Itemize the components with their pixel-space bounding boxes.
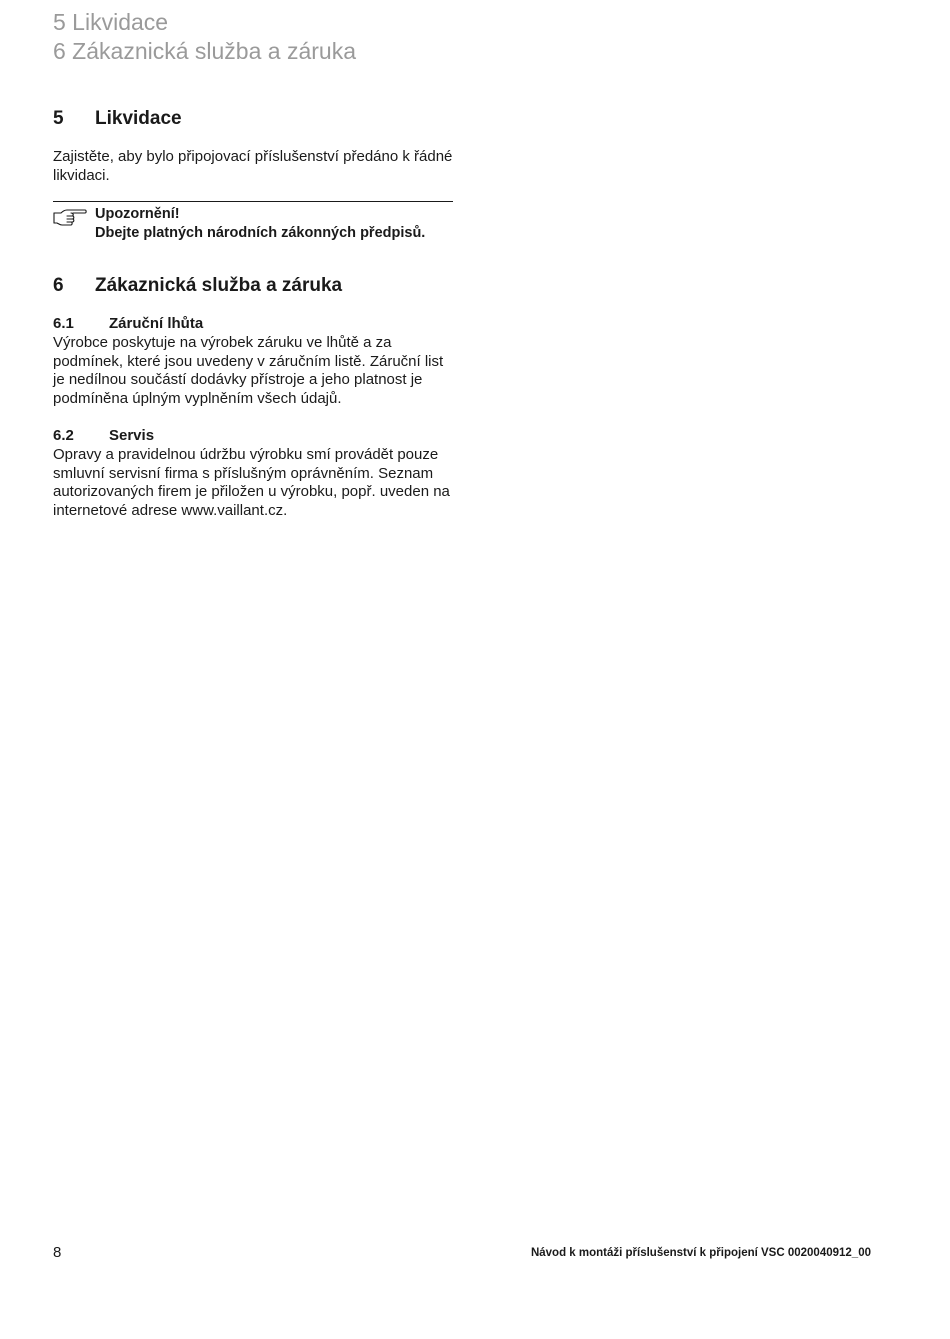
- running-head: [53, 8, 356, 66]
- subsection-6-1-heading: [53, 315, 453, 334]
- subsection-6-2-number: 6.2: [53, 427, 74, 444]
- document-title: Návod k montáži příslušenství k připojení VSC 0020040912_00: [530, 1247, 871, 1259]
- running-head-line-1: 5 Likvidace: [53, 9, 169, 35]
- subsection-6-1-title: Záruční lhůta: [109, 315, 204, 332]
- subsection-6-2-title: Servis: [109, 427, 155, 444]
- subsection-6-1-number: 6.1: [53, 315, 74, 332]
- subsection-6-1-body: Výrobce poskytuje na výrobek záruku ve lhůtě a za podmínek, které jsou uvedeny v záručním listě. Záruční list je nedílnou součástí dodávky přístroje a jeho platnost je podmíněna úplným vyplněním všech údajů.: [53, 334, 444, 407]
- note-divider: [53, 201, 453, 202]
- pointing-hand-icon: [53, 207, 87, 227]
- note-content: Dbejte platných národních zákonných předpisů.: [95, 224, 426, 241]
- note-label: Upozornění!: [95, 206, 180, 222]
- section-5-body: Zajistěte, aby bylo připojovací příslušenství předáno k řádné likvidaci.: [53, 148, 453, 184]
- note-text: [95, 205, 425, 242]
- page-number: 8: [53, 1244, 62, 1261]
- running-head-line-2: 6 Zákaznická služba a záruka: [53, 38, 356, 64]
- section-5-number: 5: [53, 108, 64, 129]
- subsection-6-2-heading: [53, 427, 453, 446]
- section-5-title: Likvidace: [95, 108, 182, 129]
- section-6-heading: [53, 274, 453, 298]
- section-6-title: Zákaznická služba a záruka: [95, 275, 343, 296]
- section-5-heading: [53, 107, 453, 131]
- section-6-number: 6: [53, 275, 64, 296]
- subsection-6-2-body: Opravy a pravidelnou údržbu výrobku smí provádět pouze smluvní servisní firma s příslušným oprávněním. Seznam autorizovaných firem je přiložen u výrobku, popř. uveden na internetové adrese www.vaillant.cz.: [53, 446, 450, 519]
